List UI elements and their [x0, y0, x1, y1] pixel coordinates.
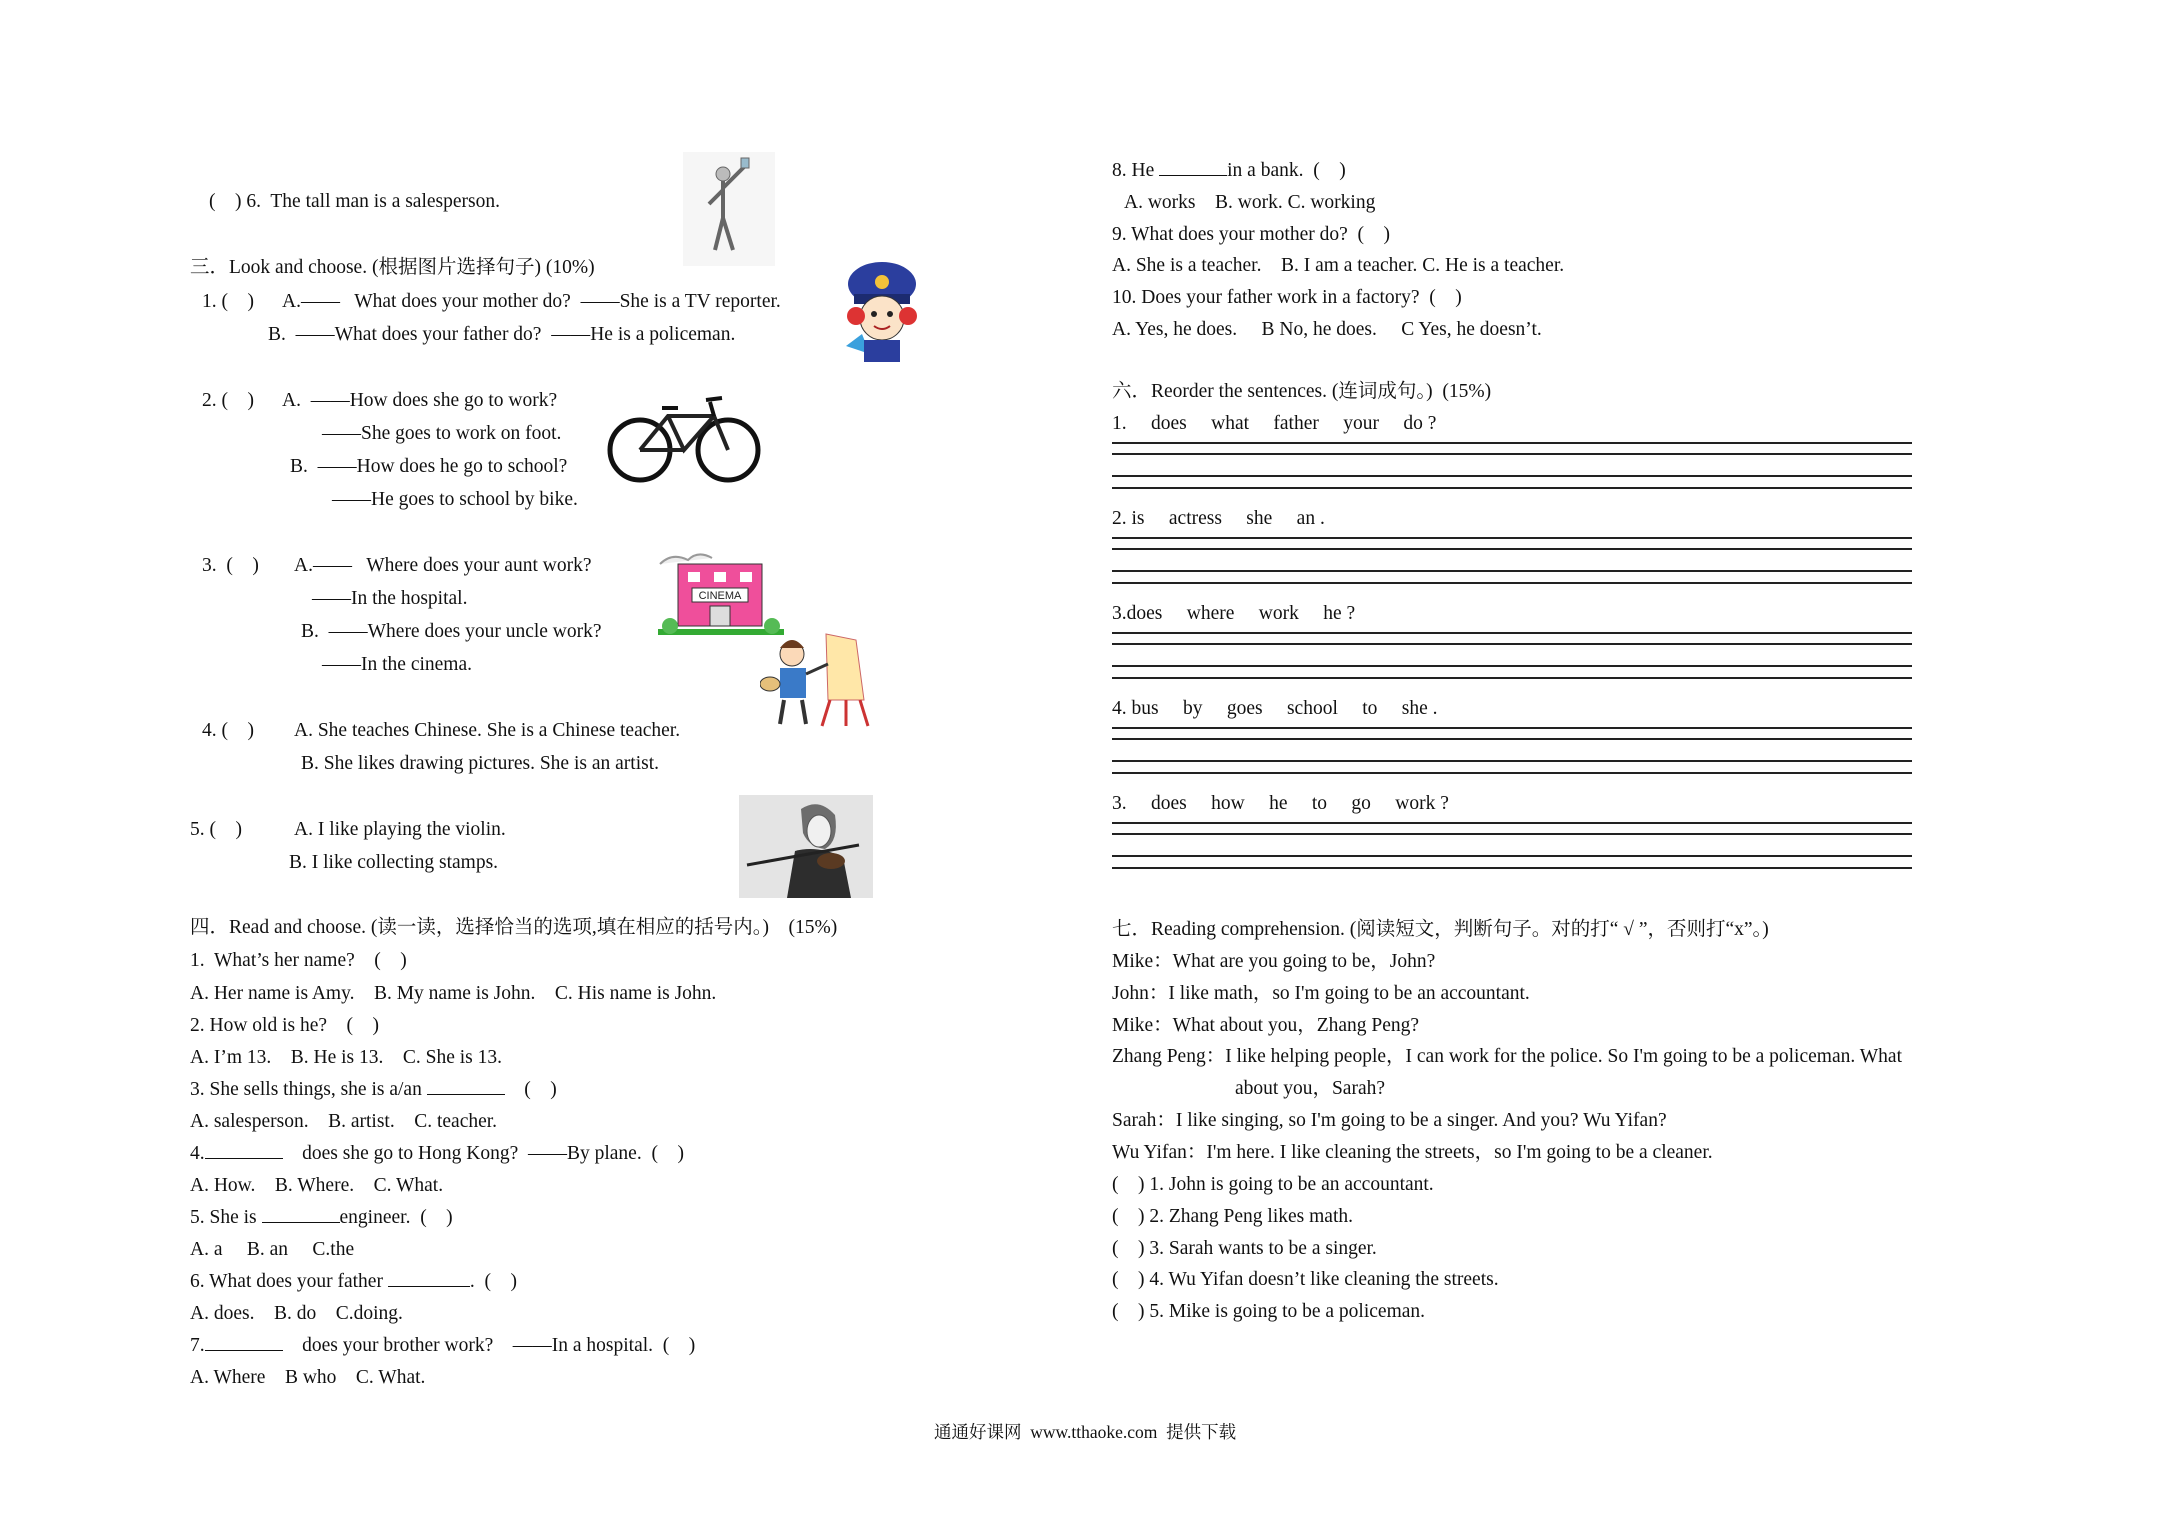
writing-line[interactable]	[1112, 570, 1912, 572]
rc-4-question-end: does she go to Hong Kong? ——By plane. ( )	[282, 1143, 684, 1164]
page-footer: 通通好课网 www.tthaoke.com 提供下载	[934, 1422, 1237, 1442]
look-3-option-a: A.—— Where does your aunt work?	[294, 555, 592, 576]
writing-line[interactable]	[1112, 487, 1912, 489]
look-3-number: 3. ( )	[202, 555, 259, 576]
rc-1-question: 1. What’s her name? ( )	[190, 950, 407, 971]
look-5-option-a: A. I like playing the violin.	[294, 819, 506, 840]
rc-5-options: A. a B. an C.the	[190, 1239, 355, 1260]
rc-5-question-end: engineer. ( )	[339, 1207, 453, 1228]
question-6: ( ) 6. The tall man is a salesperson.	[209, 191, 500, 212]
answer-blank[interactable]	[1159, 174, 1227, 176]
dialog-line: Wu Yifan：I'm here. I like cleaning the streets，so I'm going to be a cleaner.	[1112, 1142, 1713, 1163]
rc-8-question	[1112, 161, 1346, 181]
writing-line[interactable]	[1112, 855, 1912, 857]
rc-3-options: A. salesperson. B. artist. C. teacher.	[190, 1111, 498, 1132]
rc-9-question: 9. What does your mother do? ( )	[1112, 224, 1390, 245]
writing-line[interactable]	[1112, 772, 1912, 774]
answer-blank[interactable]	[427, 1093, 505, 1095]
section-6-header: 六．Reorder the sentences. (连词成句。) (15%)	[1112, 381, 1492, 402]
writing-line[interactable]	[1112, 537, 1912, 539]
rc-3-question-start: 3. She sells things, she is a/an	[190, 1079, 427, 1100]
writing-line[interactable]	[1112, 677, 1912, 679]
dialog-line: about you，Sarah?	[1235, 1078, 1386, 1099]
artist-painting-picture	[760, 630, 872, 728]
writing-line[interactable]	[1112, 453, 1912, 455]
rc-7-question-end: does your brother work? ——In a hospital. ( )	[282, 1335, 696, 1356]
look-1-option-a: A.—— What does your mother do? ——She is a TV reporter.	[282, 291, 781, 312]
answer-blank[interactable]	[205, 1349, 283, 1351]
rc-10-options: A. Yes, he does. B No, he does. C Yes, he doesn’t.	[1112, 319, 1542, 340]
writing-line[interactable]	[1112, 738, 1912, 740]
look-1-option-b: B. ——What does your father do? ——He is a policeman.	[268, 324, 736, 345]
dialog-line: Mike：What about you，Zhang Peng?	[1112, 1015, 1420, 1036]
look-2-number: 2. ( )	[202, 390, 254, 411]
judge-1: ( ) 1. John is going to be an accountant.	[1112, 1174, 1434, 1195]
judge-4: ( ) 4. Wu Yifan doesn’t like cleaning the streets.	[1112, 1269, 1499, 1290]
look-2-option-a-answer: ——She goes to work on foot.	[322, 423, 562, 444]
writing-line[interactable]	[1112, 442, 1912, 444]
rc-6-question-end: . ( )	[469, 1271, 517, 1292]
rc-7-question	[190, 1336, 695, 1356]
section-4-header: 四．Read and choose. (读一读，选择恰当的选项,填在相应的括号内。) (15%)	[190, 917, 838, 938]
look-1-number: 1. ( )	[202, 291, 254, 312]
rc-4-options: A. How. B. Where. C. What.	[190, 1175, 444, 1196]
rc-2-question: 2. How old is he? ( )	[190, 1015, 380, 1036]
look-5-option-b: B. I like collecting stamps.	[289, 852, 499, 873]
look-3-option-b-answer: ——In the cinema.	[322, 654, 472, 675]
writing-line[interactable]	[1112, 582, 1912, 584]
reorder-4: 4. bus by goes school to she .	[1112, 698, 1438, 719]
look-4-option-b: B. She likes drawing pictures. She is an artist.	[301, 753, 659, 774]
rc-3-question-end: ( )	[504, 1079, 557, 1100]
rc-8-question-end: in a bank. ( )	[1227, 160, 1346, 181]
rc-8-options: A. works B. work. C. working	[1124, 192, 1376, 213]
rc-10-question: 10. Does your father work in a factory? ( )	[1112, 287, 1462, 308]
rc-1-options: A. Her name is Amy. B. My name is John. C. His name is John.	[190, 983, 717, 1004]
look-2-option-b: B. ——How does he go to school?	[290, 456, 568, 477]
rc-7-options: A. Where B who C. What.	[190, 1367, 426, 1388]
cinema-sign-text: CINEMA	[698, 590, 742, 602]
rc-5-question-start: 5. She is	[190, 1207, 262, 1228]
bicycle-picture	[606, 388, 762, 484]
writing-line[interactable]	[1112, 833, 1912, 835]
answer-blank[interactable]	[262, 1221, 340, 1223]
writing-line[interactable]	[1112, 632, 1912, 634]
rc-9-options: A. She is a teacher. B. I am a teacher. C. He is a teacher.	[1112, 255, 1565, 276]
writing-line[interactable]	[1112, 822, 1912, 824]
writing-line[interactable]	[1112, 643, 1912, 645]
look-2-option-a: A. ——How does she go to work?	[282, 390, 558, 411]
policeman-cartoon	[840, 254, 926, 364]
writing-line[interactable]	[1112, 760, 1912, 762]
tall-man-picture	[683, 152, 775, 266]
writing-line[interactable]	[1112, 475, 1912, 477]
rc-8-question-start: 8. He	[1112, 160, 1160, 181]
rc-6-options: A. does. B. do C.doing.	[190, 1303, 403, 1324]
section-3-header: 三．Look and choose. (根据图片选择句子) (10%)	[190, 257, 595, 278]
violin-player-picture	[739, 795, 873, 898]
look-4-option-a: A. She teaches Chinese. She is a Chinese teacher.	[294, 720, 681, 741]
look-3-option-a-answer: ——In the hospital.	[312, 588, 468, 609]
dialog-line: Zhang Peng：I like helping people，I can work for the police. So I'm going to be a policeman. What	[1112, 1046, 1902, 1067]
dialog-line: John：I like math，so I'm going to be an accountant.	[1112, 983, 1530, 1004]
rc-4-question	[190, 1144, 684, 1164]
rc-4-question-start: 4.	[190, 1143, 205, 1164]
section-7-header: 七．Reading comprehension. (阅读短文，判断句子。对的打“ √ ”，否则打“x”。)	[1112, 919, 1769, 940]
reorder-2: 2. is actress she an .	[1112, 508, 1325, 529]
rc-5-question	[190, 1208, 453, 1228]
answer-blank[interactable]	[388, 1285, 470, 1287]
cinema-building-picture	[658, 546, 784, 636]
look-5-number: 5. ( )	[190, 819, 242, 840]
look-3-option-b: B. ——Where does your uncle work?	[301, 621, 602, 642]
rc-6-question-start: 6. What does your father	[190, 1271, 388, 1292]
answer-blank[interactable]	[205, 1157, 283, 1159]
dialog-line: Mike：What are you going to be，John?	[1112, 951, 1436, 972]
rc-6-question	[190, 1272, 517, 1292]
look-4-number: 4. ( )	[202, 720, 254, 741]
rc-3-question	[190, 1080, 557, 1100]
reorder-3: 3.does where work he ?	[1112, 603, 1356, 624]
reorder-5: 3. does how he to go work ?	[1112, 793, 1449, 814]
dialog-line: Sarah：I like singing, so I'm going to be a singer. And you? Wu Yifan?	[1112, 1110, 1667, 1131]
judge-5: ( ) 5. Mike is going to be a policeman.	[1112, 1301, 1426, 1322]
reorder-1: 1. does what father your do ?	[1112, 413, 1437, 434]
writing-line[interactable]	[1112, 867, 1912, 869]
writing-line[interactable]	[1112, 548, 1912, 550]
judge-3: ( ) 3. Sarah wants to be a singer.	[1112, 1238, 1377, 1259]
writing-line[interactable]	[1112, 665, 1912, 667]
rc-2-options: A. I’m 13. B. He is 13. C. She is 13.	[190, 1047, 502, 1068]
writing-line[interactable]	[1112, 727, 1912, 729]
rc-7-question-start: 7.	[190, 1335, 205, 1356]
judge-2: ( ) 2. Zhang Peng likes math.	[1112, 1206, 1353, 1227]
look-2-option-b-answer: ——He goes to school by bike.	[332, 489, 578, 510]
